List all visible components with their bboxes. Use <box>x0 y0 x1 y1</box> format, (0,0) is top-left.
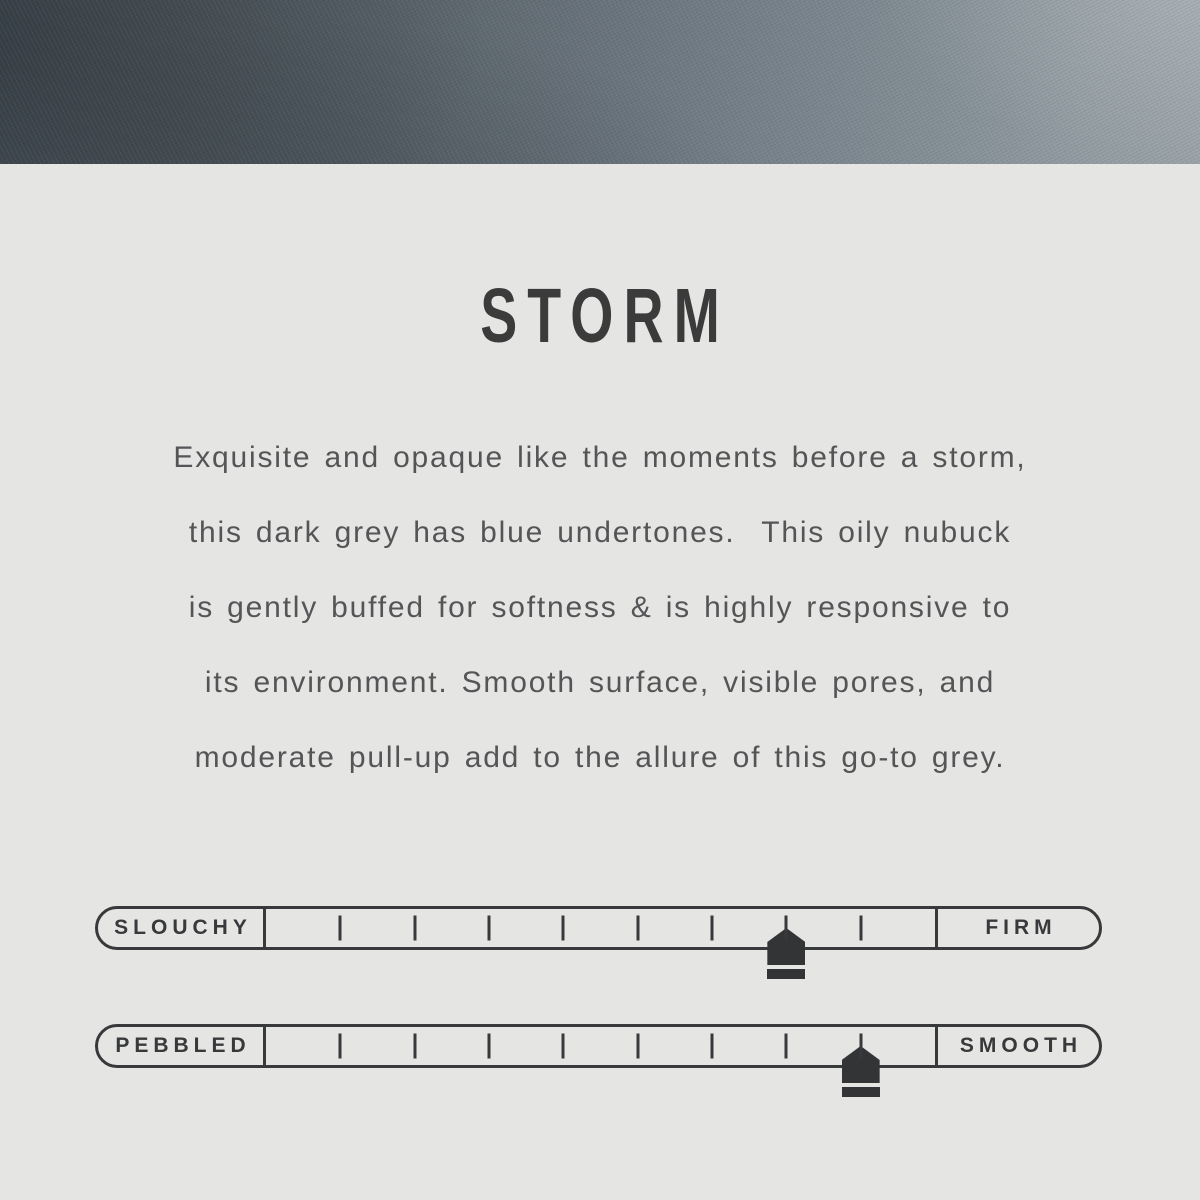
slider-tick <box>413 1034 416 1059</box>
slider-tick <box>339 916 342 941</box>
slider-tick <box>488 916 491 941</box>
slider-right-label: SMOOTH <box>935 1027 1099 1065</box>
slider-left-label: SLOUCHY <box>98 909 266 947</box>
slider-tick <box>785 1034 788 1059</box>
slider-tick <box>785 916 788 941</box>
description-line: Exquisite and opaque like the moments before a storm, <box>173 441 1027 474</box>
slider-pebbled-smooth <box>95 1024 1102 1068</box>
slider-tick <box>488 1034 491 1059</box>
slider-track <box>266 909 935 947</box>
description-line: moderate pull-up add to the allure of this go-to grey. <box>194 741 1006 774</box>
slider-right-label: FIRM <box>935 909 1099 947</box>
slider-tick <box>711 1034 714 1059</box>
slider-tick <box>711 916 714 941</box>
description-line: its environment. Smooth surface, visible pores, and <box>204 666 996 699</box>
slider-slouchy-firm <box>95 906 1102 950</box>
slider-tick <box>636 916 639 941</box>
slider-tick <box>562 1034 565 1059</box>
slider-left-label: PEBBLED <box>98 1027 266 1065</box>
slider-tick <box>339 1034 342 1059</box>
slider-tick <box>636 1034 639 1059</box>
slider-tick <box>562 916 565 941</box>
slider-tick <box>859 1034 862 1059</box>
page-title: STORM <box>480 273 730 359</box>
marker-base-icon <box>842 1087 880 1097</box>
slider-tick <box>413 916 416 941</box>
description-line: this dark grey has blue undertones. This oily nubuck <box>188 516 1012 549</box>
description-line: is gently buffed for softness & is highly responsive to <box>188 591 1012 624</box>
slider-track <box>266 1027 935 1065</box>
leather-swatch-photo <box>0 0 1200 164</box>
slider-tick <box>859 916 862 941</box>
marker-base-icon <box>767 969 805 979</box>
description <box>110 420 1090 795</box>
